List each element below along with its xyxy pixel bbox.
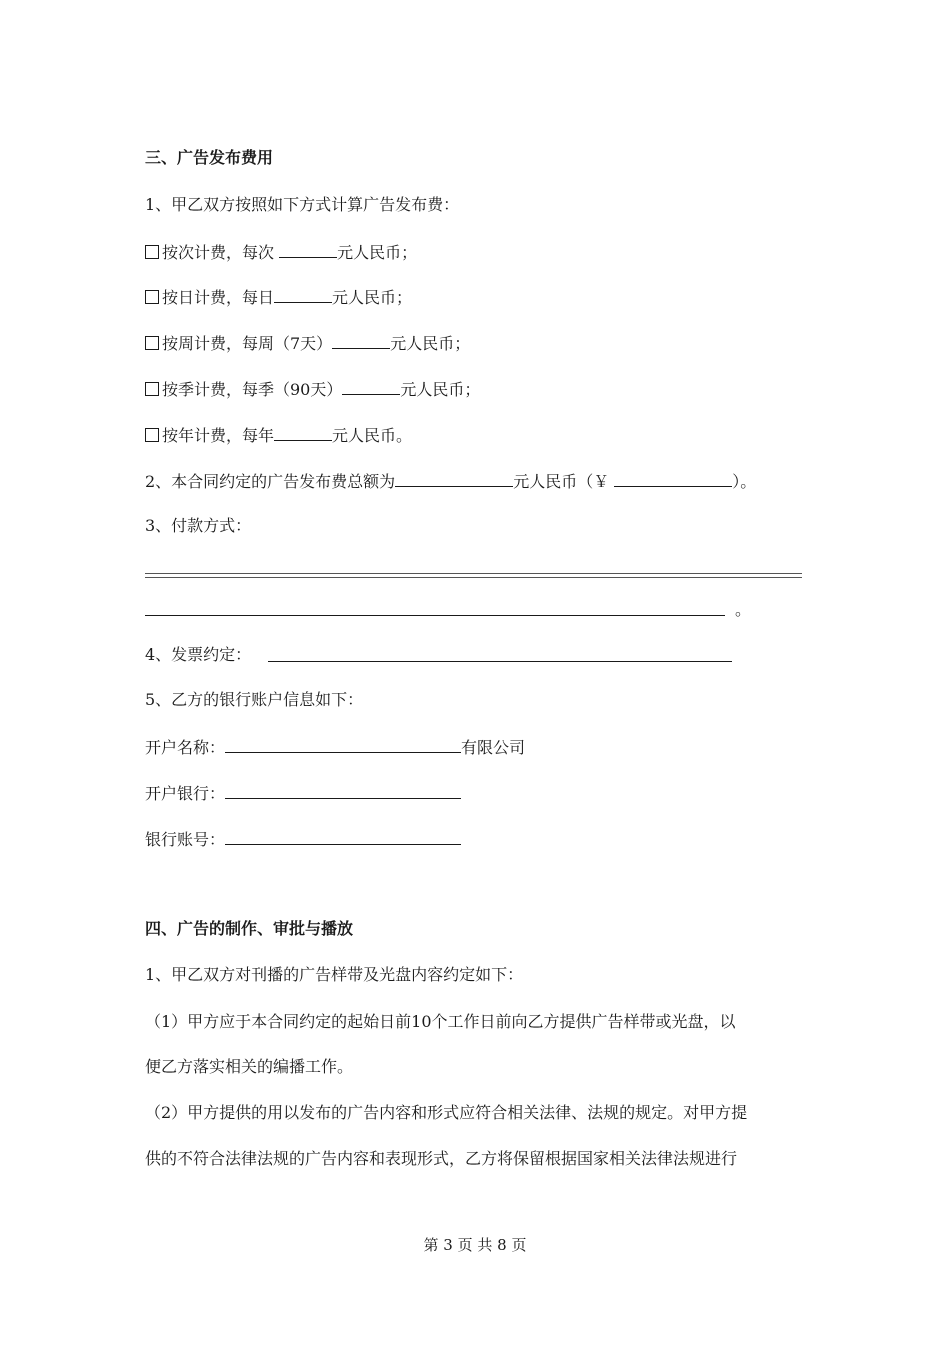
section-4-heading: 四、广告的制作、审批与播放 [145, 919, 354, 938]
option-per-quarter-label: 按季计费，每季（90天） [162, 380, 343, 399]
account-name-suffix: 有限公司 [461, 738, 526, 757]
section-4-item-1: 1、甲乙双方对刊播的广告样带及光盘内容约定如下： [145, 965, 524, 984]
checkbox-per-year[interactable] [145, 428, 159, 442]
account-name-blank[interactable] [225, 736, 461, 753]
total-fee-currency: 元人民币（￥ [513, 472, 615, 491]
option-per-year-label: 按年计费，每年 [162, 426, 275, 445]
paragraph-2-line-1: （2）甲方提供的用以发布的广告内容和形式应符合相关法律、法规的规定。对甲方提 [145, 1103, 748, 1122]
bank-line [145, 782, 461, 804]
account-no-label: 银行账号： [145, 830, 226, 849]
per-day-amount-blank[interactable] [274, 286, 332, 303]
payment-method-blank[interactable] [145, 615, 725, 616]
section-3-heading: 三、广告发布费用 [145, 148, 274, 167]
total-fee-words-blank[interactable] [395, 470, 513, 487]
option-per-time-unit: 元人民币； [337, 243, 418, 262]
option-per-day-label: 按日计费，每日 [162, 288, 275, 307]
total-fee-line [145, 470, 756, 492]
bank-info-intro: 5、乙方的银行账户信息如下： [145, 690, 364, 709]
account-name-line [145, 736, 525, 758]
total-fee-close: ）。 [732, 472, 757, 491]
fee-method-intro: 1、甲乙双方按照如下方式计算广告发布费： [145, 195, 460, 214]
option-per-week-unit: 元人民币； [390, 334, 471, 353]
bank-blank[interactable] [225, 782, 461, 799]
account-no-blank[interactable] [225, 828, 461, 845]
paragraph-1-line-2: 便乙方落实相关的编播工作。 [145, 1057, 354, 1076]
checkbox-per-week[interactable] [145, 336, 159, 350]
option-per-week [145, 332, 470, 354]
option-per-year-unit: 元人民币。 [332, 426, 413, 445]
paragraph-2-line-2: 供的不符合法律法规的广告内容和表现形式，乙方将保留根据国家相关法律法规进行 [145, 1149, 738, 1168]
checkbox-per-quarter[interactable] [145, 382, 159, 396]
account-no-line [145, 828, 461, 850]
total-fee-figure-blank[interactable] [614, 470, 732, 487]
checkbox-per-time[interactable] [145, 245, 159, 259]
option-per-week-label: 按周计费，每周（7天） [162, 334, 333, 353]
option-per-year [145, 424, 412, 446]
per-week-amount-blank[interactable] [332, 332, 390, 349]
paragraph-1-line-1: （1）甲方应于本合同约定的起始日前10个工作日前向乙方提供广告样带或光盘，以 [145, 1012, 736, 1031]
per-quarter-amount-blank[interactable] [342, 378, 400, 395]
checkbox-per-day[interactable] [145, 290, 159, 304]
page-footer: 第 3 页 共 8 页 [423, 1236, 527, 1254]
option-per-time-label: 按次计费，每次 [162, 243, 280, 262]
payment-method-end: 。 [735, 600, 752, 619]
per-year-amount-blank[interactable] [274, 424, 332, 441]
option-per-time [145, 241, 417, 263]
payment-method-label: 3、付款方式： [145, 516, 252, 535]
payment-method-double-rule[interactable] [145, 573, 802, 578]
per-time-amount-blank[interactable] [279, 241, 337, 258]
invoice-blank[interactable] [268, 661, 732, 662]
option-per-quarter [145, 378, 480, 400]
option-per-day-unit: 元人民币； [332, 288, 413, 307]
invoice-label: 4、发票约定： [145, 645, 252, 664]
invoice-line [145, 645, 251, 665]
bank-label: 开户银行： [145, 784, 226, 803]
account-name-label: 开户名称： [145, 738, 226, 757]
option-per-day [145, 286, 412, 308]
option-per-quarter-unit: 元人民币； [400, 380, 481, 399]
total-fee-label: 2、本合同约定的广告发布费总额为 [145, 472, 396, 491]
